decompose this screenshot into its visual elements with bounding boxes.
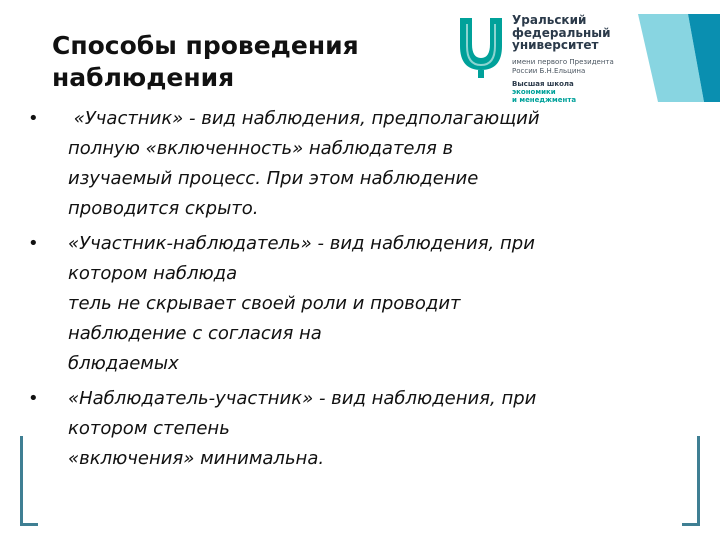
logo-subtitle-line-1: имени первого Президента — [512, 57, 614, 66]
list-item — [28, 384, 698, 474]
logo-school-name — [512, 80, 614, 105]
bullet-2-line-4: наблюдение с согласия на — [68, 323, 322, 344]
logo-ribbon-graphic — [608, 14, 720, 102]
logo-text — [512, 14, 614, 104]
logo-school-line-3: и менеджмента — [512, 95, 577, 104]
logo-subtitle — [512, 58, 614, 76]
logo-subtitle-line-2: России Б.Н.Ельцина — [512, 66, 586, 75]
bullet-2-line-3: тель не скрывает своей роли и проводит — [68, 293, 461, 314]
bullet-3-line-3: «включения» минимальна. — [68, 448, 325, 469]
bullet-2-line-2: котором наблюда — [68, 263, 238, 284]
frame-bracket-right — [680, 436, 700, 526]
list-item — [28, 104, 698, 224]
bullet-3-line-2: котором степень — [68, 418, 230, 439]
logo-university-name — [512, 14, 614, 52]
logo-name-line-3: университет — [512, 38, 599, 52]
bullet-dot-icon: • — [28, 233, 39, 254]
bullet-2-line-5: блюдаемых — [68, 353, 179, 374]
frame-bracket-left — [20, 436, 40, 526]
ural-university-u-logo-icon — [458, 14, 504, 80]
slide-title-line-2: наблюдения — [52, 63, 235, 92]
bullet-1-line-2: полную «включенность» наблюдателя в — [68, 138, 454, 159]
bullet-1-line-1: «Участник» - вид наблюдения, предполагающий — [68, 108, 540, 129]
bullet-dot-icon: • — [28, 108, 39, 129]
logo-name-line-2: федеральный — [512, 25, 611, 40]
bullet-3-line-1: «Наблюдатель-участник» - вид наблюдения, при — [68, 388, 537, 409]
slide-title-line-1: Способы проведения — [52, 31, 359, 60]
slide-title — [52, 30, 359, 94]
logo-name-line-1: Уральский — [512, 13, 587, 27]
bullet-1-line-4: проводится скрыто. — [68, 198, 259, 219]
logo-school-line-1: Высшая школа — [512, 79, 574, 88]
logo-school-line-2: экономики — [512, 87, 556, 96]
bullet-2-line-1: «Участник-наблюдатель» - вид наблюдения, при — [68, 233, 535, 254]
list-item — [28, 229, 698, 379]
bullet-list — [28, 104, 698, 474]
bullet-1-line-3: изучаемый процесс. При этом наблюдение — [68, 168, 479, 189]
bullet-dot-icon: • — [28, 388, 39, 409]
